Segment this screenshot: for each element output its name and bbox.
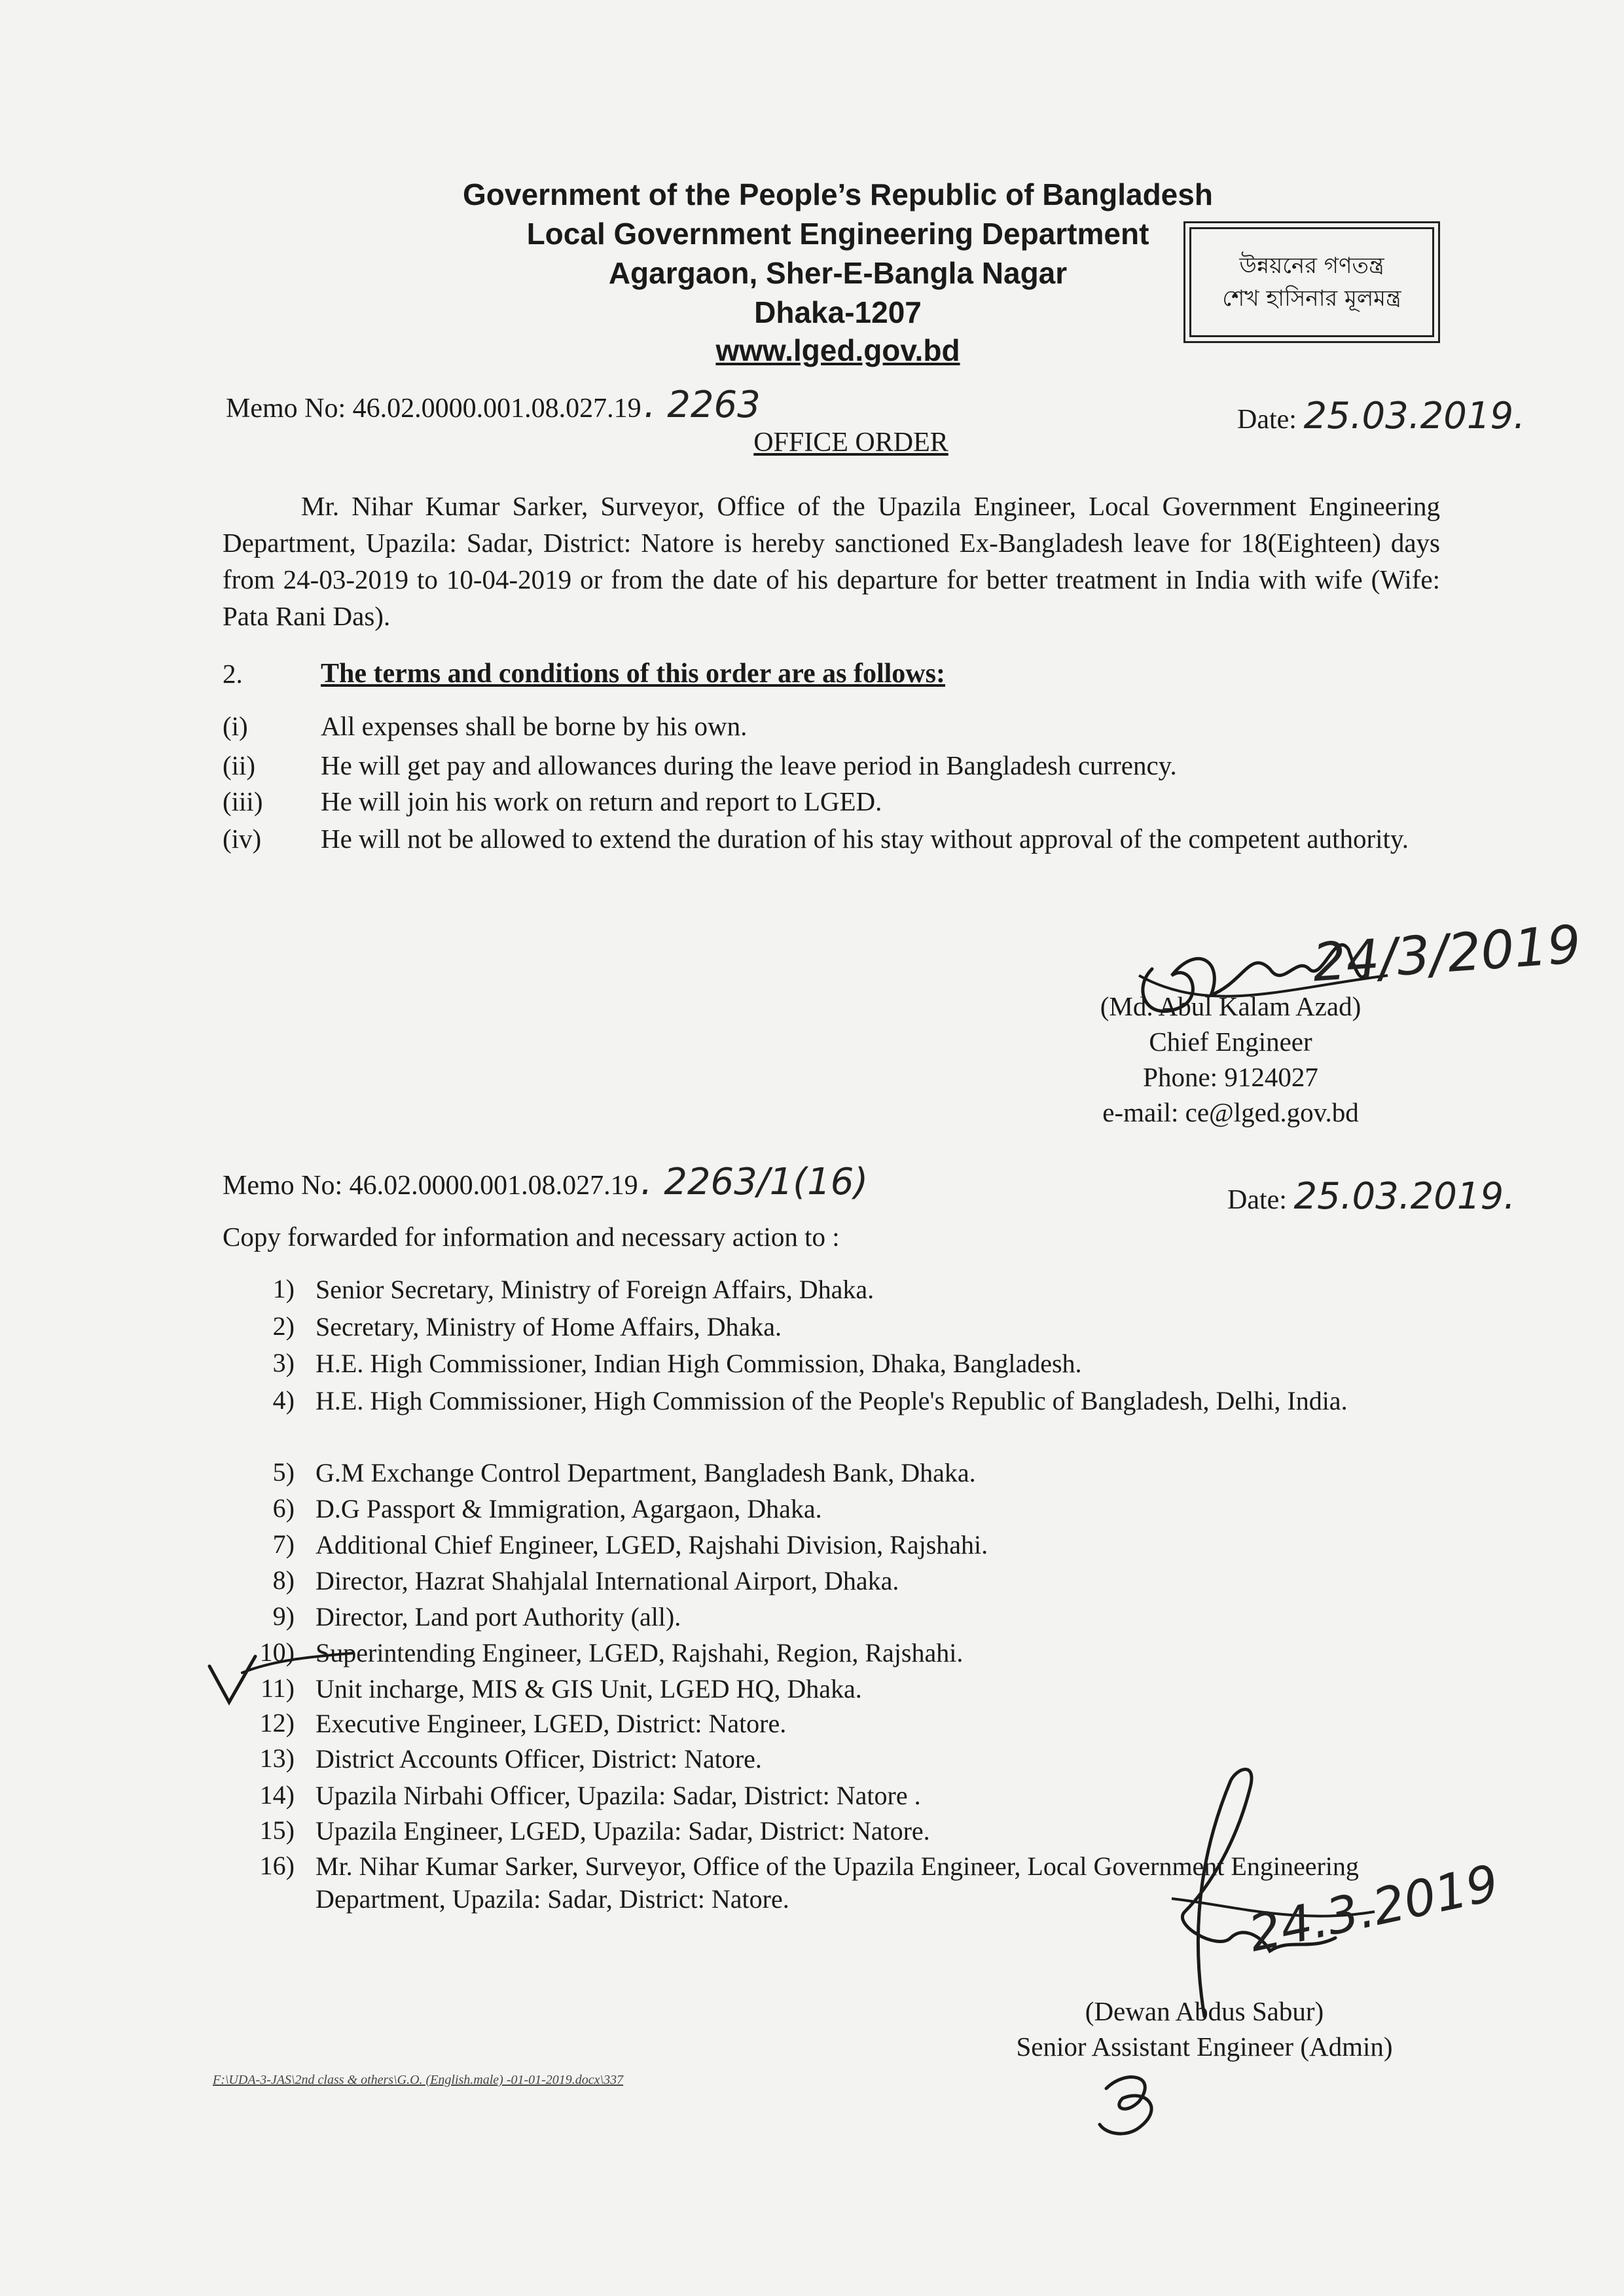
signatory-1-email: e-mail: ce@lged.gov.bd	[1102, 1097, 1359, 1127]
signature-2-date: 24.3.2019	[1243, 1853, 1504, 1963]
term-number: (iv)	[223, 824, 262, 854]
signatory-1-phone: Phone: 9124027	[1143, 1062, 1318, 1092]
office-order-title: OFFICE ORDER	[753, 428, 948, 458]
memo-date-1-handwritten: 25.03.2019.	[1303, 395, 1525, 437]
copy-list-item: G.M Exchange Control Department, Bangladesh Bank, Dhaka.	[316, 1458, 976, 1487]
copy-list-number: 8)	[272, 1565, 295, 1595]
term-text: He will join his work on return and report to LGED.	[321, 786, 882, 816]
signatory-1-name: (Md. Abul Kalam Azad)	[1100, 991, 1362, 1021]
memo-date-2-label: Date:	[1227, 1185, 1287, 1215]
header-line-city: Dhaka-1207	[754, 295, 922, 329]
signatory-2-block	[949, 1994, 1460, 2064]
order-paragraph: Mr. Nihar Kumar Sarker, Surveyor, Office of the Upazila Engineer, Local Government Engineering Department, Upazila: Sadar, District: Natore is hereby sanctioned Ex-Bangladesh leave for 18(Eighteen) days from 24-03-2019 to 10-04-2019 or from the date of his departure for better treatment in India with wife (Wife: Pata Rani Das).	[223, 491, 1440, 631]
copy-list-number: 2)	[272, 1311, 295, 1341]
memo-number-2-handwritten: . 2263/1(16)	[640, 1161, 869, 1203]
copy-list-number: 15)	[259, 1815, 295, 1845]
slogan-line-1: উন্নয়নের গণতন্ত্র	[1239, 253, 1384, 279]
copy-list-item: Upazila Engineer, LGED, Upazila: Sadar, District: Natore.	[316, 1816, 930, 1846]
memo-number-2	[223, 1161, 868, 1203]
memo-number-1-label: Memo No: 46.02.0000.001.08.027.19	[226, 393, 641, 424]
memo-number-1	[226, 384, 761, 426]
term-number: (ii)	[223, 750, 256, 780]
copy-list-number: 1)	[272, 1274, 295, 1303]
copy-list-item: Secretary, Ministry of Home Affairs, Dhaka.	[316, 1312, 782, 1341]
copy-list-item: Executive Engineer, LGED, District: Natore.	[316, 1709, 787, 1738]
signatory-1-block	[1034, 989, 1427, 1130]
copy-list-number: 6)	[272, 1493, 295, 1523]
term-text: All expenses shall be borne by his own.	[321, 711, 748, 741]
memo-date-2	[1227, 1175, 1515, 1218]
copy-list-item: Superintending Engineer, LGED, Rajshahi, Region, Rajshahi.	[316, 1638, 964, 1667]
signatory-1-designation: Chief Engineer	[1149, 1027, 1312, 1057]
term-text: He will not be allowed to extend the duration of his stay without approval of the competent authority.	[321, 824, 1409, 854]
copy-list-number: 14)	[259, 1780, 295, 1810]
section-2-heading: The terms and conditions of this order are as follows:	[321, 659, 945, 689]
copy-list-item: Additional Chief Engineer, LGED, Rajshahi Division, Rajshahi.	[316, 1530, 988, 1559]
term-number: (i)	[223, 711, 248, 741]
term-text: He will get pay and allowances during the leave period in Bangladesh currency.	[321, 750, 1177, 780]
copy-list-number: 5)	[272, 1457, 295, 1487]
copy-list-number: 9)	[272, 1601, 295, 1631]
header-line-department: Local Government Engineering Department	[526, 217, 1149, 251]
copy-list-item: H.E. High Commissioner, High Commission of the People's Republic of Bangladesh, Delhi, India.	[316, 1386, 1348, 1415]
copy-list-number: 3)	[272, 1348, 295, 1377]
memo-date-1-label: Date:	[1237, 405, 1297, 435]
copy-list-number: 7)	[272, 1529, 295, 1559]
copy-list-number: 13)	[259, 1743, 295, 1773]
memo-number-2-label: Memo No: 46.02.0000.001.08.027.19	[223, 1171, 638, 1201]
signatory-2-name: (Dewan Abdus Sabur)	[1085, 1996, 1324, 2026]
copy-list-number: 16)	[259, 1851, 295, 1880]
header-line-government: Government of the People’s Republic of Bangladesh	[463, 177, 1213, 211]
copy-list-item: H.E. High Commissioner, Indian High Commission, Dhaka, Bangladesh.	[316, 1349, 1082, 1378]
copy-list-item: Upazila Nirbahi Officer, Upazila: Sadar, District: Natore .	[316, 1781, 921, 1810]
copy-list-item: Senior Secretary, Ministry of Foreign Affairs, Dhaka.	[316, 1275, 875, 1304]
header-line-address: Agargaon, Sher-E-Bangla Nagar	[608, 256, 1068, 290]
memo-date-1	[1237, 395, 1525, 437]
copy-list-number: 4)	[272, 1385, 295, 1415]
copy-list-number: 10)	[259, 1637, 295, 1667]
slogan-line-2: শেখ হাসিনার মূলমন্ত্র	[1222, 285, 1401, 312]
copy-forwarded-intro: Copy forwarded for information and necessary action to :	[223, 1222, 840, 1252]
copy-list-item: Director, Hazrat Shahjalal International Airport, Dhaka.	[316, 1566, 899, 1595]
term-number: (iii)	[223, 786, 263, 816]
copy-list-item: D.G Passport & Immigration, Agargaon, Dhaka.	[316, 1494, 822, 1523]
footer-file-path: F:\UDA-3-JAS\2nd class & others\G.O. (English.male) -01-01-2019.docx\337	[213, 2073, 624, 2087]
signature-1-date: 24/3/2019	[1310, 913, 1583, 994]
tick-mark-annotation	[203, 1640, 360, 1705]
header-website-link[interactable]: www.lged.gov.bd	[715, 333, 960, 367]
copy-list-number: 12)	[259, 1708, 295, 1738]
memo-number-1-handwritten: . 2263	[643, 384, 761, 426]
copy-list-number: 11)	[261, 1673, 295, 1703]
memo-date-2-handwritten: 25.03.2019.	[1293, 1175, 1515, 1218]
signatory-2-designation: Senior Assistant Engineer (Admin)	[1016, 2032, 1393, 2062]
copy-list-item: Unit incharge, MIS & GIS Unit, LGED HQ, Dhaka.	[316, 1674, 862, 1704]
slogan-inner-box	[1189, 227, 1434, 337]
section-2-number: 2.	[223, 659, 243, 689]
slogan-box	[1183, 221, 1440, 343]
copy-list-item: District Accounts Officer, District: Natore.	[316, 1744, 762, 1774]
copy-list-item: Mr. Nihar Kumar Sarker, Surveyor, Office of the Upazila Engineer, Local Government Engineering Department, Upazila: Sadar, District: Natore.	[316, 1851, 1359, 1914]
initials-mark	[1087, 2062, 1191, 2147]
copy-list-item: Director, Land port Authority (all).	[316, 1602, 681, 1631]
